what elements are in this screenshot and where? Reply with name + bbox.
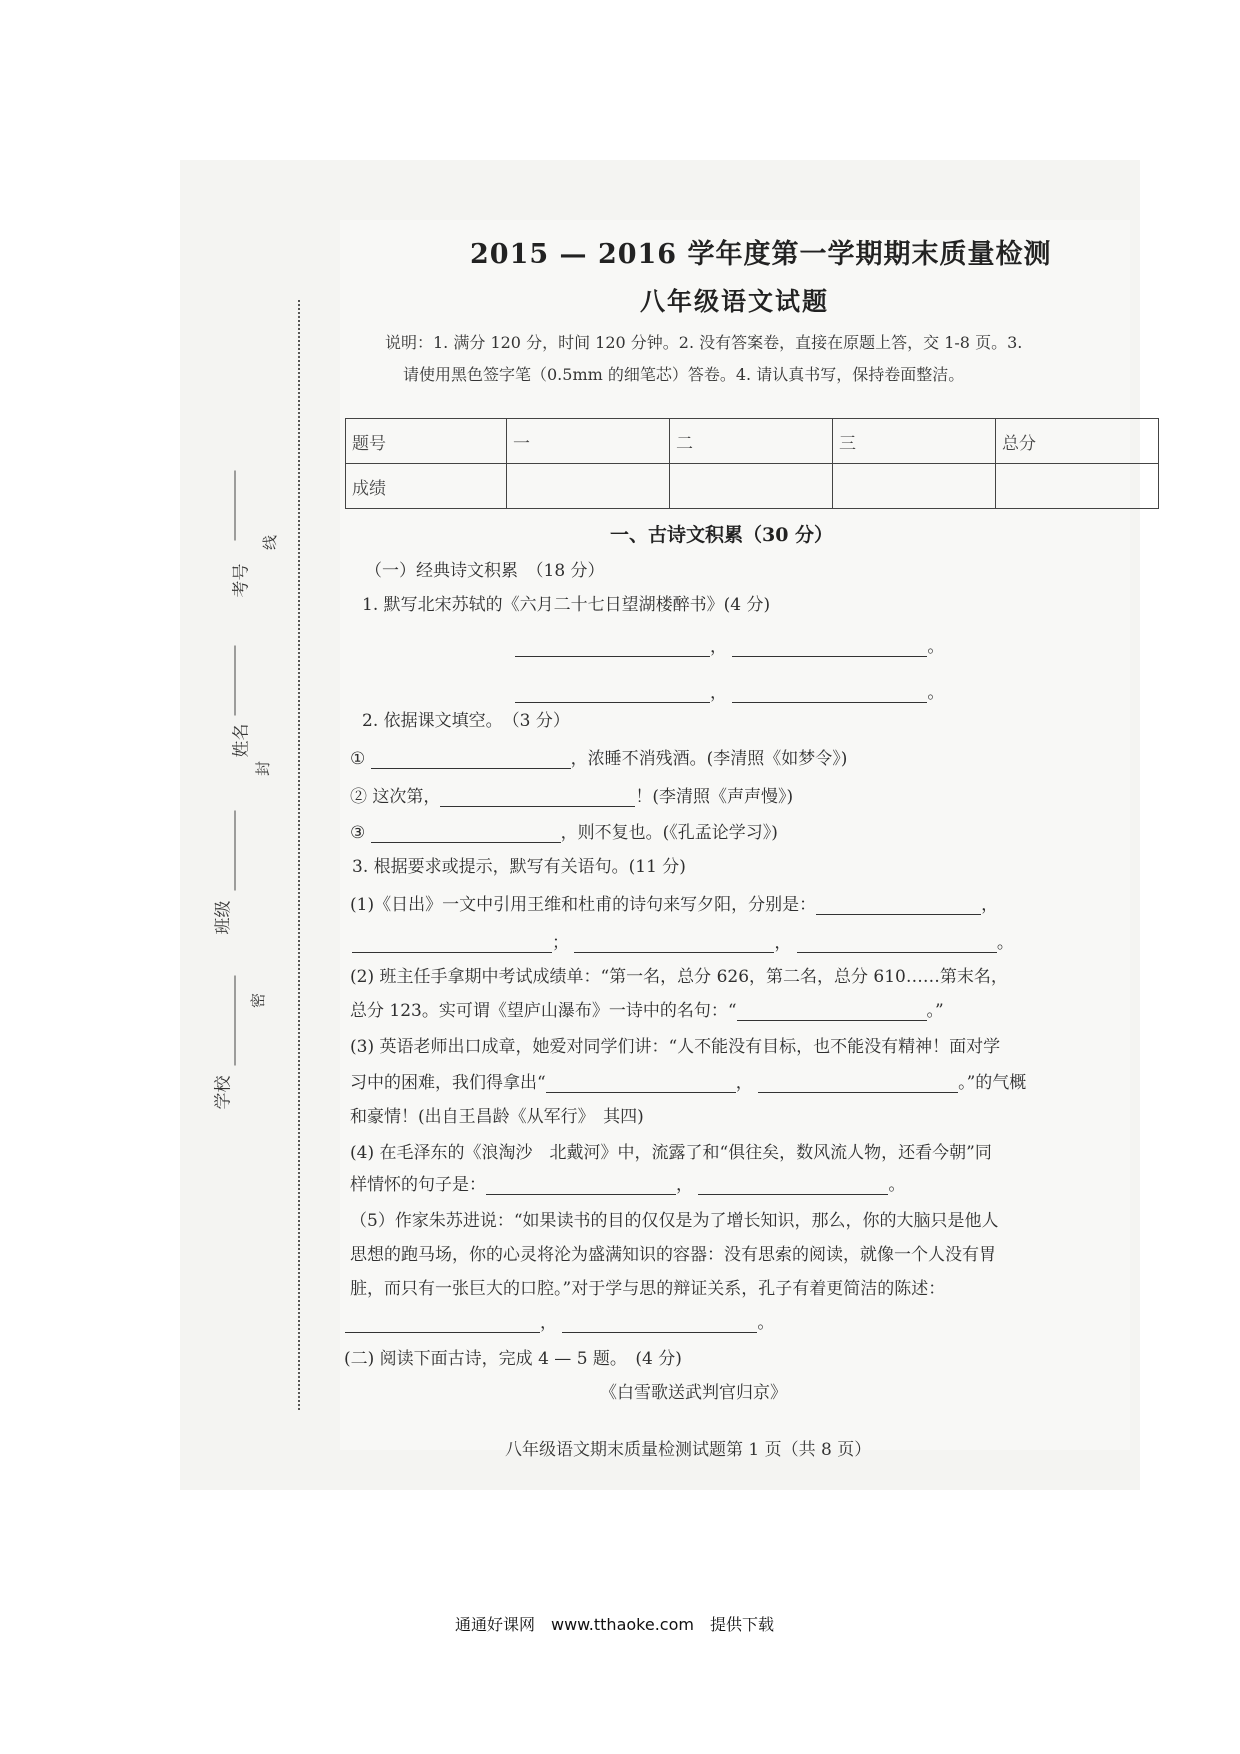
school-line (235, 976, 236, 1066)
answer-blank[interactable] (732, 638, 927, 657)
score-input-cell[interactable] (670, 464, 833, 509)
score-input-cell[interactable] (833, 464, 996, 509)
score-input-cell[interactable] (996, 464, 1159, 509)
q3-2-text: 总分 123。实可谓《望庐山瀑布》一诗中的名句：“ (350, 1001, 737, 1021)
answer-blank[interactable] (732, 684, 927, 703)
q3-5-answers: ， 。 (345, 1308, 774, 1333)
q3-2-line-2: 总分 123。实可谓《望庐山瀑布》一诗中的名句：“ 。” (350, 1001, 944, 1021)
score-table (345, 418, 1159, 509)
q3-5-line-3: 脏，而只有一张巨大的口腔。”对于学与思的辩证关系，孔子有着更简洁的陈述： (350, 1279, 946, 1299)
q2-item-2-prefix: ② 这次第， (350, 787, 441, 807)
q3-4-line-2: 样情怀的句子是： ， 。 (350, 1175, 906, 1195)
exam-no-line (235, 471, 236, 541)
section-1-title: 一、古诗文积累（30 分） (610, 524, 834, 546)
school-label: 学校 (213, 1075, 234, 1110)
q3-4-line-1: (4) 在毛泽东的《浪淘沙 北戴河》中，流露了和“俱往矣，数风流人物，还看今朝”同 (350, 1143, 992, 1163)
instructions-line-2: 请使用黑色签字笔（0.5mm 的细笔芯）答卷。4. 请认真书写，保持卷面整洁。 (403, 365, 965, 384)
q2-item-3-text: ，则不复也。(《孔孟论学习》) (560, 823, 778, 843)
answer-blank[interactable] (546, 1074, 736, 1093)
name-line (235, 646, 236, 716)
answer-blank[interactable] (352, 934, 552, 953)
subsection-1-title: （一）经典诗文积累 （18 分） (365, 561, 605, 581)
q1-answer-row-1: ， 。 (515, 632, 944, 657)
q2-item-1-text: ，浓睡不消残酒。(李清照《如梦令》) (570, 749, 848, 769)
q3-3-line-1: (3) 英语老师出口成章，她爱对同学们讲：“人不能没有目标，也不能没有精神！面对学 (350, 1037, 1001, 1057)
score-table-row (346, 419, 1159, 464)
q3-3-text: 习中的困难，我们得拿出“ (350, 1073, 546, 1093)
q3-5-line-2: 思想的跑马场，你的心灵将沦为盛满知识的容器：没有思索的阅读，就像一个人没有胃 (350, 1245, 996, 1265)
subsection-2-title: (二) 阅读下面古诗，完成 4 — 5 题。 (4 分) (344, 1349, 682, 1369)
question-1: 1. 默写北宋苏轼的《六月二十七日望湖楼醉书》(4 分) (362, 595, 771, 615)
q2-item-1: ① ，浓睡不消残酒。(李清照《如梦令》) (350, 749, 848, 769)
score-table-row (346, 464, 1159, 509)
seal-char-feng: 封 (254, 760, 273, 777)
answer-blank[interactable] (371, 824, 561, 843)
q3-1-answers: ； ， 。 (352, 928, 1014, 953)
score-cell: 一 (507, 419, 670, 464)
class-line (235, 811, 236, 891)
q2-item-2 (350, 782, 793, 807)
exam-title: 2015 — 2016 学年度第一学期期末质量检测 (470, 239, 1052, 270)
answer-blank[interactable] (562, 1314, 757, 1333)
q3-5-line-1: （5）作家朱苏进说：“如果读书的目的仅仅是为了增长知识，那么，你的大脑只是他人 (350, 1211, 999, 1231)
q3-4-text: 样情怀的句子是： (350, 1175, 486, 1195)
seal-dotted-line (298, 300, 300, 1410)
answer-blank[interactable] (758, 1074, 958, 1093)
answer-blank[interactable] (371, 750, 571, 769)
score-cell: 三 (833, 419, 996, 464)
answer-blank[interactable] (515, 684, 710, 703)
score-cell: 二 (670, 419, 833, 464)
score-input-cell[interactable] (507, 464, 670, 509)
answer-blank[interactable] (574, 934, 774, 953)
answer-blank[interactable] (345, 1314, 540, 1333)
question-2: 2. 依据课文填空。 （3 分） (362, 711, 570, 731)
exam-no-label: 考号 (231, 563, 252, 598)
score-cell: 成绩 (346, 464, 507, 509)
answer-blank[interactable] (515, 638, 710, 657)
download-credit: 通通好课网 www.tthaoke.com 提供下载 (455, 1615, 774, 1634)
seal-char-mi: 密 (249, 992, 268, 1009)
seal-char-line: 线 (261, 534, 280, 551)
answer-blank[interactable] (737, 1002, 927, 1021)
q3-3-line-2: 习中的困难，我们得拿出“ ， 。”的气概 (350, 1073, 1027, 1093)
q3-1-text: (1)《日出》一文中引用王维和杜甫的诗句来写夕阳，分别是： (350, 895, 817, 915)
page-footer: 八年级语文期末质量检测试题第 1 页（共 8 页） (505, 1440, 872, 1460)
score-cell: 总分 (996, 419, 1159, 464)
answer-blank[interactable] (698, 1176, 888, 1195)
question-3: 3. 根据要求或提示，默写有关语句。(11 分) (352, 857, 686, 877)
answer-blank[interactable] (486, 1176, 676, 1195)
q3-3-line-3: 和豪情！(出自王昌龄《从军行》 其四) (350, 1107, 644, 1127)
poem-title: 《白雪歌送武判官归京》 (600, 1383, 787, 1403)
exam-subtitle: 八年级语文试题 (640, 287, 830, 316)
q3-2-line-1: (2) 班主任手拿期中考试成绩单：“第一名，总分 626，第二名，总分 610……第末名， (350, 967, 1008, 987)
q1-answer-row-2: ， 。 (515, 678, 944, 703)
q3-3-end: 。”的气概 (958, 1073, 1027, 1093)
answer-blank[interactable] (797, 934, 997, 953)
q2-item-3: ③ ，则不复也。(《孔孟论学习》) (350, 823, 778, 843)
answer-blank[interactable] (816, 896, 981, 915)
q2-item-2-text: ！(李清照《声声慢》) (635, 787, 794, 807)
score-cell: 题号 (346, 419, 507, 464)
q3-1: (1)《日出》一文中引用王维和杜甫的诗句来写夕阳，分别是： ， (350, 895, 999, 915)
class-label: 班级 (213, 900, 234, 935)
name-label: 姓名 (231, 723, 252, 758)
answer-blank[interactable] (440, 788, 635, 807)
instructions-line-1: 说明：1. 满分 120 分，时间 120 分钟。2. 没有答案卷，直接在原题上答，交 1-8 页。3. (385, 333, 1023, 352)
